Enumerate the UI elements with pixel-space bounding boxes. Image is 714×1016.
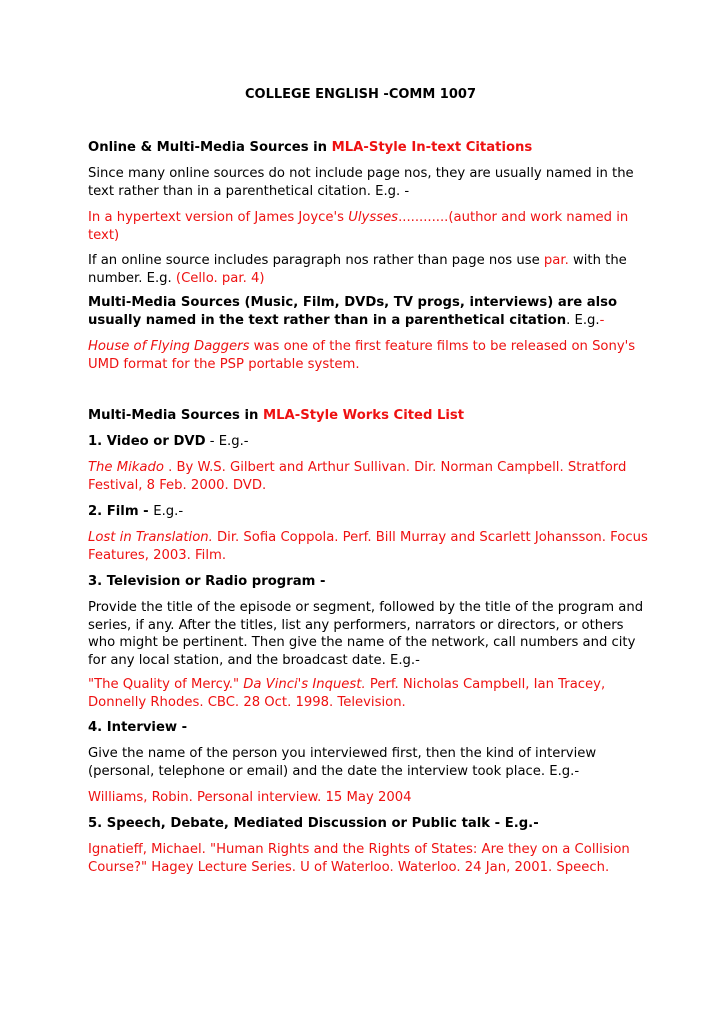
flying-daggers-title: House of Flying Daggers xyxy=(88,339,250,354)
flying-daggers-example xyxy=(88,338,648,373)
works-heading-text: Multi-Media Sources in xyxy=(88,408,263,423)
multimedia-intext-note xyxy=(88,294,648,329)
ulysses-example-lead: In a hypertext version of James Joyce's xyxy=(88,210,349,225)
multimedia-intext-bold: Multi-Media Sources (Music, Film, DVDs, TV progs, interviews) are also usually named in the text rather than in a parenthetical citation xyxy=(88,295,618,328)
interview-example: Williams, Robin. Personal interview. 15 May 2004 xyxy=(88,790,412,805)
interview-heading: 4. Interview - xyxy=(88,720,188,735)
ulysses-example xyxy=(88,209,648,244)
video-dvd-heading: 1. Video or DVD xyxy=(88,434,206,449)
ulysses-example-note: ............(author and work named in text) xyxy=(88,210,629,243)
section-video-dvd xyxy=(88,433,648,451)
intext-heading-highlight: MLA-Style In-text Citations xyxy=(331,140,533,155)
video-dvd-eg: - E.g.- xyxy=(205,434,249,449)
speech-heading: 5. Speech, Debate, Mediated Discussion or Public talk - E.g.- xyxy=(88,816,539,831)
intext-intro: Since many online sources do not include page nos, they are usually named in the text rather than in a parenthetical citation. E.g. - xyxy=(88,166,634,199)
lost-in-translation-example xyxy=(88,529,648,564)
film-eg: E.g.- xyxy=(153,504,184,519)
ulysses-title: Ulysses xyxy=(348,210,399,225)
multimedia-intext-dash: - xyxy=(599,312,605,328)
mikado-example xyxy=(88,459,648,494)
paragraph-number-note xyxy=(88,252,648,287)
interview-instructions: Give the name of the person you interviewed first, then the kind of interview (personal, telephone or email) and the date the interview took place. E.g.- xyxy=(88,746,597,779)
lost-in-translation-citation: Dir. Sofia Coppola. Perf. Bill Murray and Scarlett Johansson. Focus Features, 2003. Film. xyxy=(88,530,648,563)
mikado-title: The Mikado xyxy=(88,460,164,475)
par-note-lead: If an online source includes paragraph nos rather than page nos use xyxy=(88,253,544,268)
film-heading: 2. Film - xyxy=(88,504,154,519)
tv-radio-instructions: Provide the title of the episode or segment, followed by the title of the program and series, if any. After the titles, list any performers, narrators or directors, or others who might be pertinent. Then give the name of the network, call numbers and city for any local station, and the broadcast date. E.g.- xyxy=(88,600,644,668)
par-note-mid: with the number. E.g. xyxy=(88,253,627,286)
page-title: COLLEGE ENGLISH -COMM 1007 xyxy=(244,87,476,102)
tv-citation-rest: Perf. Nicholas Campbell, Ian Tracey, Donnelly Rhodes. CBC. 28 Oct. 1998. Television. xyxy=(88,677,606,710)
par-example: (Cello. par. 4) xyxy=(175,270,265,286)
speech-example: Ignatieff, Michael. "Human Rights and the Rights of States: Are they on a Collision Course?" Hagey Lecture Series. U of Waterloo. Waterloo. 24 Jan, 2001. Speech. xyxy=(88,842,630,875)
episode-title: "The Quality of Mercy." xyxy=(88,677,244,692)
lost-in-translation-title: Lost in Translation. xyxy=(88,530,213,545)
multimedia-intext-eg: . E.g. xyxy=(566,312,600,328)
tv-radio-heading: 3. Television or Radio program - xyxy=(88,574,326,589)
intext-heading xyxy=(88,139,648,157)
section-film xyxy=(88,503,648,521)
quality-of-mercy-example xyxy=(88,676,648,711)
par-abbrev: par. xyxy=(543,253,569,268)
mikado-citation: . By W.S. Gilbert and Arthur Sullivan. Dir. Norman Campbell. Stratford Festival, 8 Feb. 2000. DVD. xyxy=(88,460,627,493)
works-cited-heading xyxy=(88,407,648,425)
flying-daggers-text: was one of the first feature films to be released on Sony's UMD format for the PSP portable system. xyxy=(88,339,636,372)
intext-heading-text: Online & Multi-Media Sources in xyxy=(88,140,332,155)
series-title: Da Vinci's Inquest. xyxy=(243,677,366,692)
works-heading-highlight: MLA-Style Works Cited List xyxy=(263,408,465,423)
